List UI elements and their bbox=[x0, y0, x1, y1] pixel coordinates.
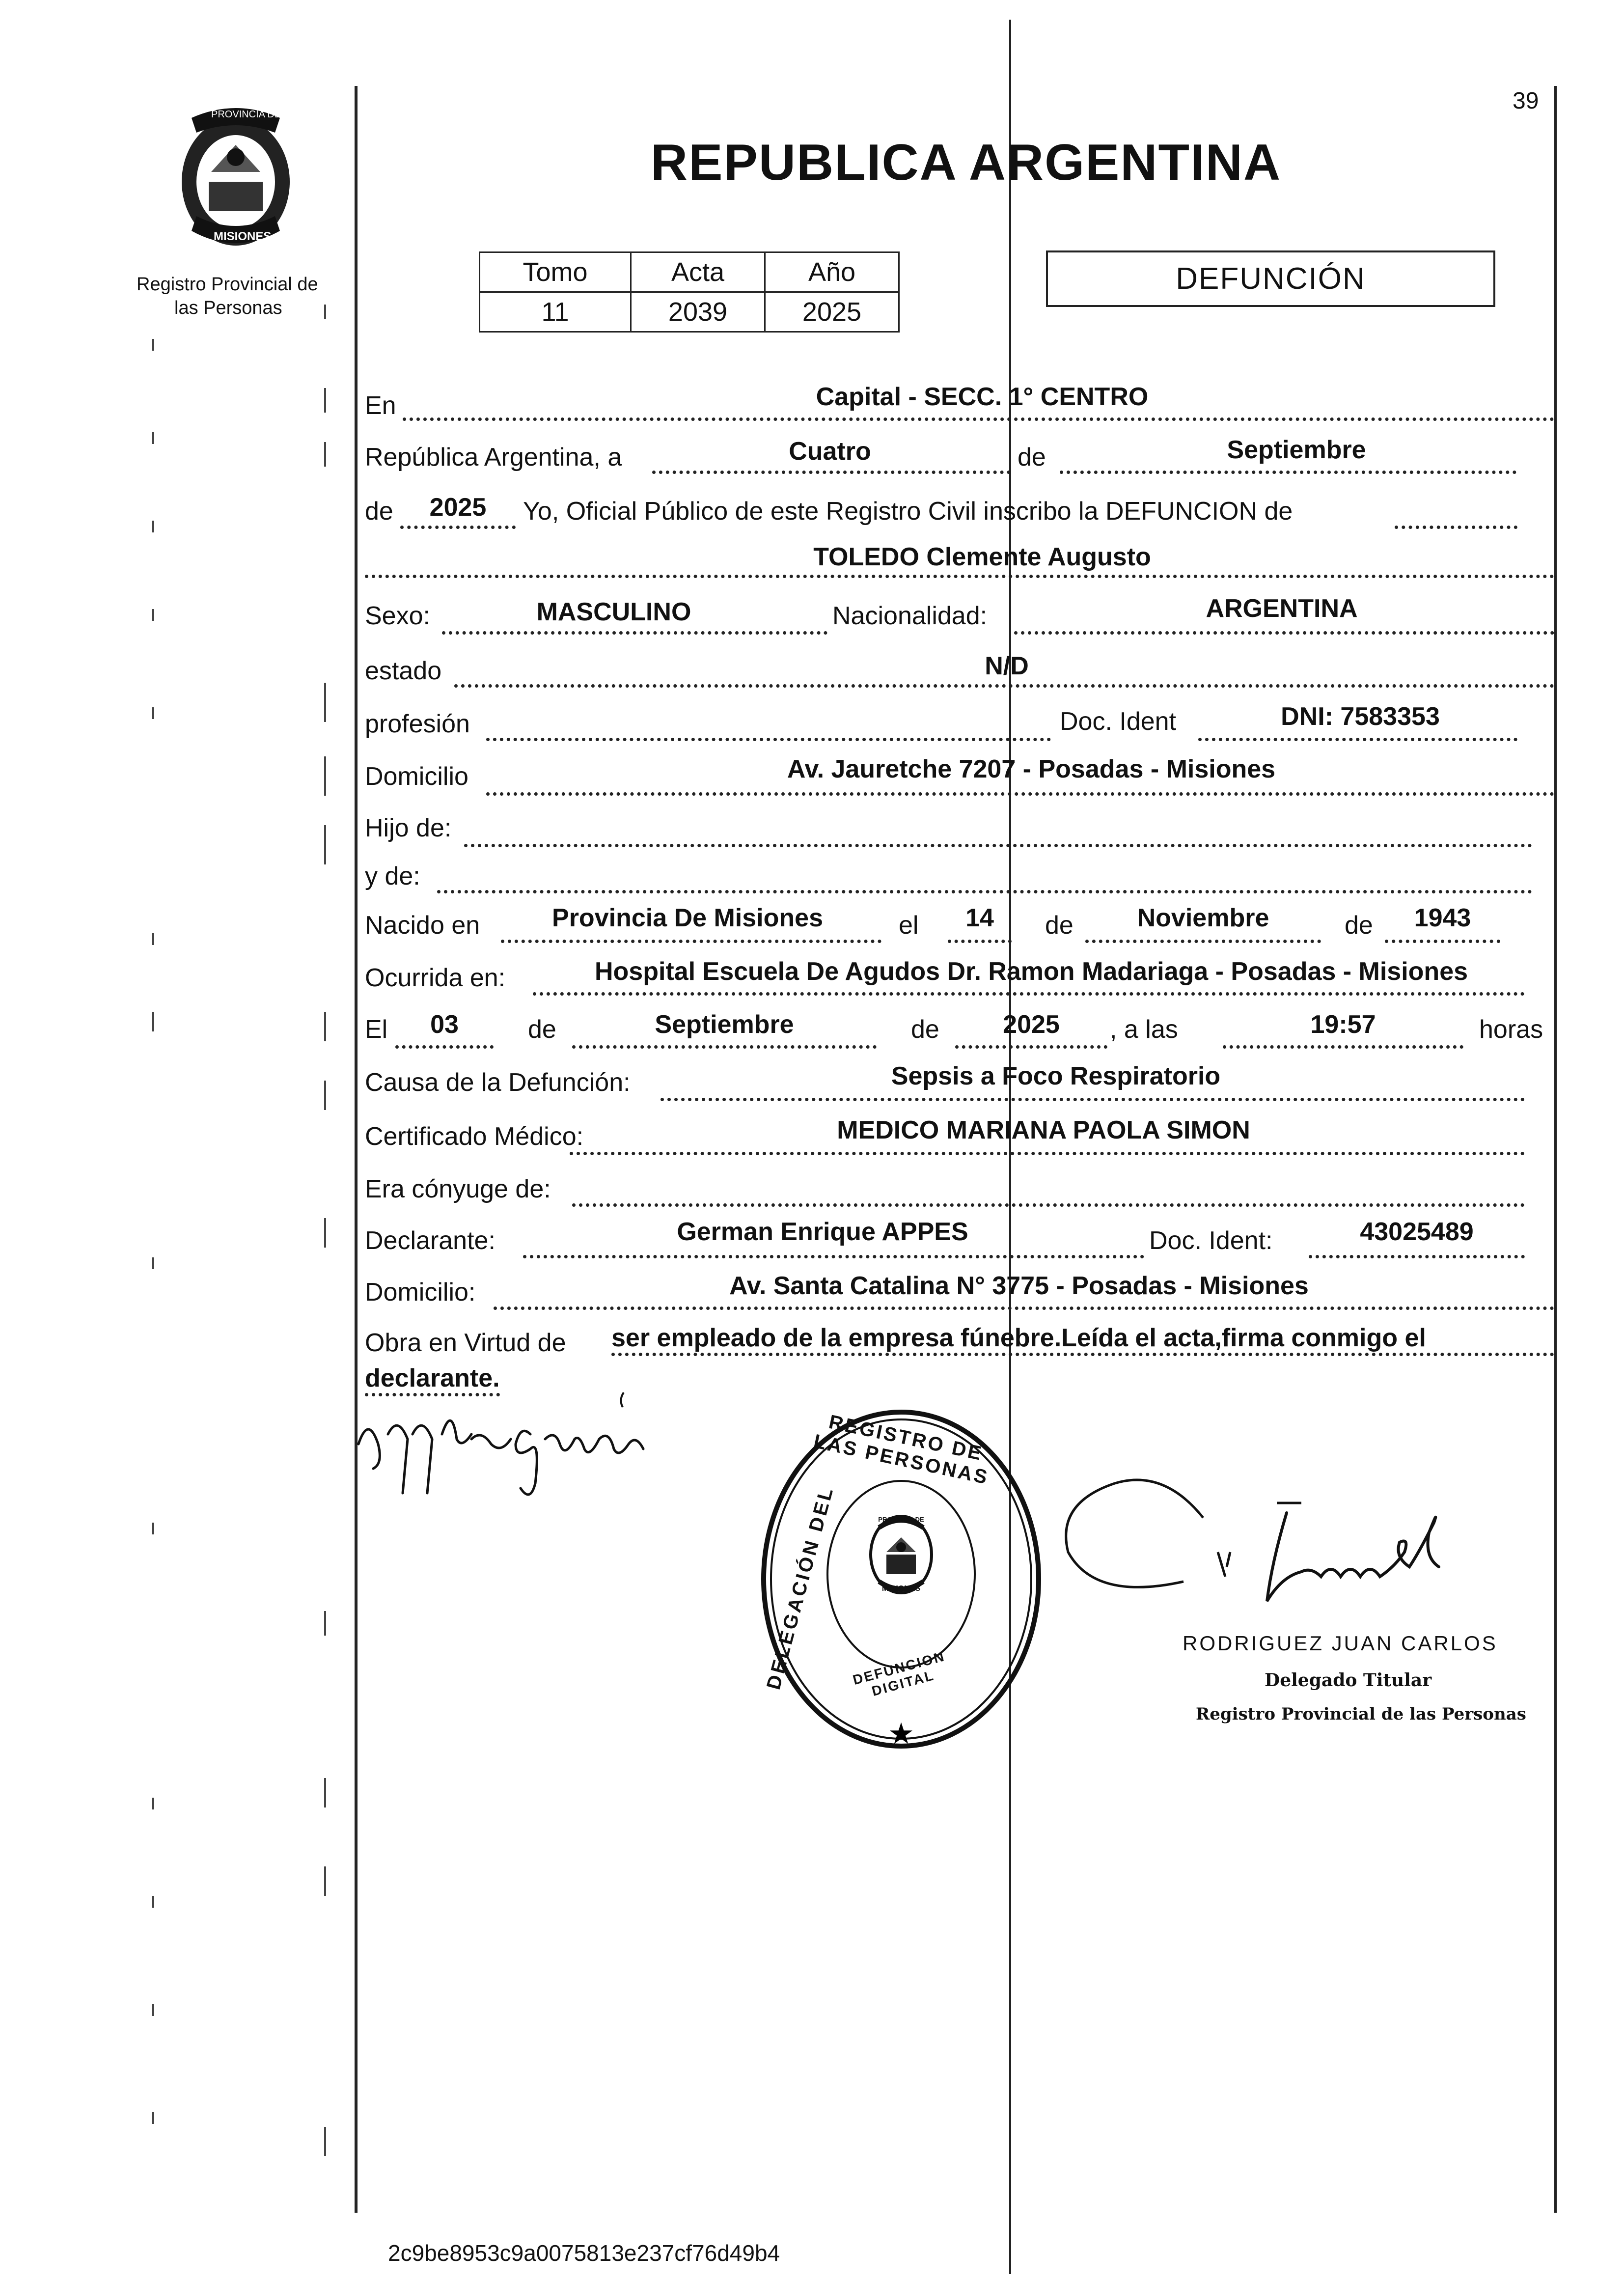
profesion-label: profesión bbox=[365, 710, 470, 738]
declarante-doc-value: 43025489 bbox=[1360, 1218, 1474, 1246]
domicilio-dotline bbox=[486, 792, 1554, 796]
en-label: En bbox=[365, 391, 396, 420]
page-number: 39 bbox=[1513, 88, 1539, 114]
declarante-label: Declarante: bbox=[365, 1226, 495, 1255]
declarante-doc-label: Doc. Ident: bbox=[1149, 1226, 1273, 1255]
death-year-dotline bbox=[955, 1045, 1107, 1049]
birth-day-value: 14 bbox=[965, 904, 994, 932]
death-day-value: 03 bbox=[430, 1010, 459, 1039]
seal-inner-text: DEFUNCION DIGITAL bbox=[851, 1648, 947, 1699]
official-signature-text: Ramesdi bbox=[1331, 1528, 1370, 1538]
official-seal-stamp bbox=[756, 1405, 1046, 1753]
domicilio-label: Domicilio bbox=[365, 762, 468, 791]
declarante-value: German Enrique APPES bbox=[677, 1218, 968, 1246]
doc-ident-label: Doc. Ident bbox=[1060, 707, 1177, 736]
nacionalidad-dotline bbox=[1014, 631, 1554, 635]
nacido-label: Nacido en bbox=[365, 911, 480, 940]
declarante-domicilio-value: Av. Santa Catalina N° 3775 - Posadas - Misiones bbox=[729, 1272, 1309, 1300]
declarant-signature-text: appes german bbox=[373, 1503, 442, 1515]
anio-value: 2025 bbox=[765, 292, 899, 332]
death-year-value: 2025 bbox=[1003, 1010, 1060, 1039]
tomo-value: 11 bbox=[480, 292, 631, 332]
birth-month-dotline bbox=[1085, 940, 1321, 943]
official-name: RODRIGUEZ JUAN CARLOS bbox=[1183, 1632, 1498, 1655]
year-de-label: de bbox=[365, 497, 393, 526]
causa-dotline bbox=[661, 1098, 1525, 1101]
left-border-line bbox=[355, 86, 358, 2213]
death-month-value: Septiembre bbox=[655, 1010, 794, 1039]
birth-year-value: 1943 bbox=[1414, 904, 1471, 932]
document-hash: 2c9be8953c9a0075813e237cf76d49b4 bbox=[388, 2240, 780, 2266]
year-value: 2025 bbox=[429, 493, 487, 522]
nacionalidad-value: ARGENTINA bbox=[1206, 594, 1358, 623]
anio-header: Año bbox=[765, 252, 899, 292]
declarante-dotline bbox=[523, 1255, 1144, 1258]
profesion-dotline bbox=[486, 738, 1051, 741]
yde-dotline bbox=[437, 890, 1532, 893]
conyuge-label: Era cónyuge de: bbox=[365, 1175, 551, 1203]
doc-ident-value: DNI: 7583353 bbox=[1281, 702, 1440, 731]
official-registry: Registro Provincial de las Personas bbox=[1196, 1704, 1526, 1724]
seal-top-text: REGISTRO DE LAS PERSONAS bbox=[812, 1411, 991, 1489]
birth-year-de-label: de bbox=[1345, 911, 1373, 940]
declarant-signature bbox=[354, 1385, 648, 1503]
seal-emblem-bottom: MISIONES bbox=[881, 1585, 921, 1593]
page-title: REPUBLICA ARGENTINA bbox=[651, 134, 1282, 191]
ocurrida-label: Ocurrida en: bbox=[365, 964, 506, 992]
registry-name-line1: Registro Provincial de bbox=[137, 274, 318, 295]
tomo-header: Tomo bbox=[480, 252, 631, 292]
seal-emblem-top: PROVINCIA DE bbox=[878, 1516, 924, 1523]
nacido-value: Provincia De Misiones bbox=[552, 904, 823, 932]
day-dotline bbox=[652, 471, 1011, 474]
doc-ident-dotline bbox=[1198, 738, 1517, 741]
emblem-top-text: PROVINCIA DE bbox=[211, 109, 281, 120]
declarante-domicilio-dotline bbox=[494, 1307, 1554, 1310]
emblem-bottom-text: MISIONES bbox=[214, 230, 272, 243]
act-type-box bbox=[1046, 250, 1495, 307]
official-dotline bbox=[1395, 526, 1517, 529]
death-time-value: 19:57 bbox=[1310, 1010, 1376, 1039]
official-signature bbox=[1056, 1454, 1498, 1650]
birth-year-dotline bbox=[1385, 940, 1500, 943]
year-dotline bbox=[400, 526, 516, 529]
record-table bbox=[479, 251, 900, 333]
ocurrida-dotline bbox=[533, 992, 1525, 996]
official-role: Delegado Titular bbox=[1265, 1670, 1432, 1691]
acta-value: 2039 bbox=[631, 292, 765, 332]
nacido-dotline bbox=[501, 940, 881, 943]
nacionalidad-label: Nacionalidad: bbox=[832, 602, 988, 630]
svg-text:★: ★ bbox=[888, 1717, 914, 1751]
conyuge-dotline bbox=[572, 1203, 1525, 1207]
domicilio-value: Av. Jauretche 7207 - Posadas - Misiones bbox=[787, 755, 1276, 783]
death-year-de-label: de bbox=[911, 1015, 939, 1044]
sexo-label: Sexo: bbox=[365, 602, 430, 630]
birth-month-de-label: de bbox=[1045, 911, 1073, 940]
certificado-label: Certificado Médico: bbox=[365, 1122, 584, 1151]
obra-value: ser empleado de la empresa fúnebre.Leída el acta,firma conmigo el bbox=[611, 1325, 1554, 1356]
right-border-line bbox=[1554, 86, 1557, 2213]
en-value: Capital - SECC. 1° CENTRO bbox=[816, 383, 1149, 411]
causa-value: Sepsis a Foco Respiratorio bbox=[891, 1062, 1221, 1090]
seal-left-text: DELEGACIÓN DEL bbox=[762, 1483, 838, 1692]
obra-label: Obra en Virtud de bbox=[365, 1329, 566, 1357]
death-month-dotline bbox=[572, 1045, 877, 1049]
month-value: Septiembre bbox=[1227, 436, 1366, 464]
birth-day-dotline bbox=[948, 940, 1012, 943]
republica-label: República Argentina, a bbox=[365, 443, 622, 472]
horas-label: horas bbox=[1479, 1015, 1543, 1044]
death-el-label: El bbox=[365, 1015, 388, 1044]
certificado-value: MEDICO MARIANA PAOLA SIMON bbox=[837, 1116, 1250, 1144]
scan-fold-line bbox=[1009, 20, 1011, 2274]
registry-name-line2: las Personas bbox=[174, 298, 282, 318]
obra-value-continued: declarante. bbox=[365, 1365, 500, 1396]
sexo-dotline bbox=[442, 631, 827, 635]
death-month-de-label: de bbox=[528, 1015, 556, 1044]
death-time-dotline bbox=[1223, 1045, 1463, 1049]
en-dotline bbox=[403, 417, 1554, 421]
declarante-doc-dotline bbox=[1309, 1255, 1525, 1258]
act-type-label: DEFUNCIÓN bbox=[1176, 262, 1366, 296]
estado-dotline bbox=[454, 684, 1554, 688]
certificado-dotline bbox=[570, 1152, 1525, 1155]
hijo-dotline bbox=[464, 844, 1532, 847]
alas-label: , a las bbox=[1110, 1015, 1178, 1044]
birth-month-value: Noviembre bbox=[1137, 904, 1269, 932]
hijo-label: Hijo de: bbox=[365, 814, 452, 842]
official-statement: Yo, Oficial Público de este Registro Civil inscribo la DEFUNCION de bbox=[523, 497, 1293, 526]
birth-el-label: el bbox=[899, 911, 919, 940]
death-day-dotline bbox=[395, 1045, 494, 1049]
month-dotline bbox=[1060, 471, 1516, 474]
sexo-value: MASCULINO bbox=[536, 598, 691, 626]
deceased-name: TOLEDO Clemente Augusto bbox=[813, 543, 1151, 571]
yde-label: y de: bbox=[365, 862, 420, 890]
declarante-domicilio-label: Domicilio: bbox=[365, 1278, 476, 1307]
estado-value: N/D bbox=[985, 652, 1029, 680]
month-de-label: de bbox=[1018, 443, 1046, 472]
ocurrida-value: Hospital Escuela De Agudos Dr. Ramon Madariaga - Posadas - Misiones bbox=[594, 957, 1468, 986]
causa-label: Causa de la Defunción: bbox=[365, 1068, 631, 1097]
province-emblem bbox=[162, 98, 309, 255]
day-value: Cuatro bbox=[789, 437, 871, 466]
acta-header: Acta bbox=[631, 252, 765, 292]
estado-label: estado bbox=[365, 657, 442, 685]
name-dotline bbox=[365, 575, 1554, 578]
